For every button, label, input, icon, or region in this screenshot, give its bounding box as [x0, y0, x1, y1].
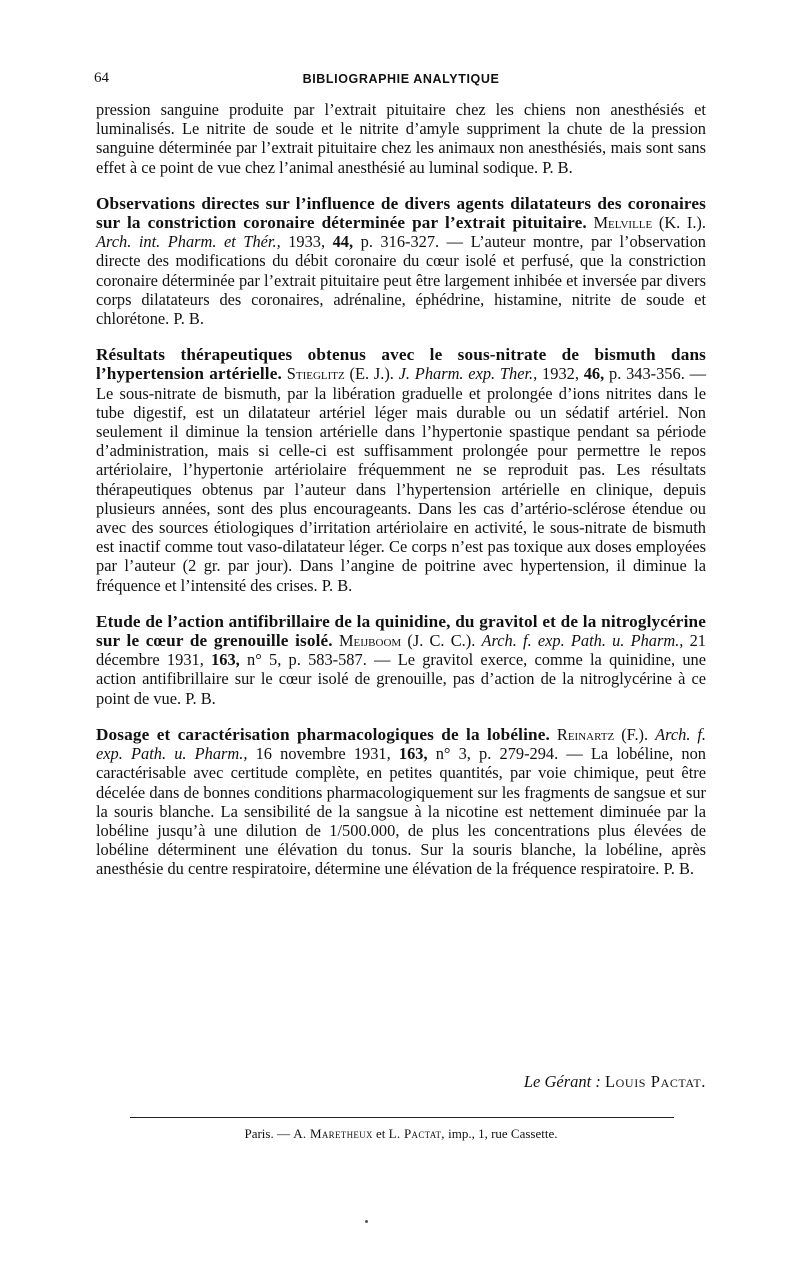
entry-author: Reinartz: [556, 724, 615, 744]
footer-printer-1: A. Maretheux: [293, 1126, 373, 1141]
entry-3: [96, 612, 706, 708]
footer-address: imp., 1, rue Cassette.: [448, 1126, 558, 1141]
entry-pages: n° 3, p. 279-294. —: [435, 744, 583, 764]
entry-signature: P. B.: [185, 688, 216, 708]
footer-printer-2: L. Pactat,: [388, 1126, 445, 1141]
entry-pages: n° 5, p. 583-587. —: [247, 650, 391, 670]
entry-title: Dosage et caractérisation pharmacologiques de la lobéline.: [96, 724, 550, 744]
entry-abstract: La lobéline, non caractérisable avec certitude complète, en petites quantités, par voie chimique, peut être décelée dans de bonnes conditions pharmacologiquement sur les fragments de sangsue et sur la souris blanche. La sensibilité de la sangsue à la nicotine est nettement diminuée par la lobéline jusqu’à une dilution de 1/500.000, de plus les concentrations plus élevées de lobéline déterminent une élévation du tonus. Sur la souris blanche, la lobéline, après anesthésie du centre respiratoire, détermine une élévation de la fréquence respiratoire.: [96, 744, 706, 879]
entry-volume: 46,: [583, 364, 605, 384]
intro-text: pression sanguine produite par l’extrait pituitaire chez les chiens non anesthésiés et luminalisés. Le nitrite de soude et le nitrite d’amyle suppriment la chute de la pression sanguine déterminée par l’extrait pituitaire chez les animaux non anesthésiés, mais sont sans effet à ce point de vue chez l’animal anesthésié au luminal sodique.: [96, 100, 706, 177]
entry-2: [96, 345, 706, 595]
running-title: BIBLIOGRAPHIE ANALYTIQUE: [302, 72, 500, 86]
printer-footer: [96, 1126, 706, 1142]
entry-abstract: Le gravitol exerce, comme la quinidine, une action antifibrillaire sur le cœur isolé de grenouille, pas d’action de la nitroglycérine à ce point de vue.: [96, 650, 706, 708]
intro-signature: P. B.: [542, 157, 573, 177]
footer-divider: [130, 1117, 674, 1118]
intro-paragraph: [96, 100, 706, 177]
ink-speck: [365, 1220, 368, 1223]
entry-year: 1932,: [542, 364, 579, 384]
entry-journal: Arch. int. Pharm. et Thér.,: [96, 232, 281, 252]
gerant-name: Louis Pactat.: [604, 1072, 706, 1091]
entry-author: Melville: [593, 213, 653, 233]
entry-author: Stieglitz: [286, 364, 345, 384]
entry-volume: 163,: [211, 650, 240, 670]
entry-pages: p. 316-327. —: [360, 232, 464, 252]
entry-journal: J. Pharm. exp. Ther.,: [398, 364, 538, 384]
entry-title: Observations directes sur l’influence de divers agents dilatateurs des coronaires sur la constriction coronaire déterminée par l’extrait pituitaire.: [96, 193, 706, 233]
page-header: [96, 70, 706, 92]
entry-year: 1933,: [288, 232, 326, 252]
entry-title: Etude de l’action antifibrillaire de la quinidine, du gravitol et de la nitroglycérine sur le cœur de grenouille isolé.: [96, 611, 706, 651]
entry-pages: p. 343-356. —: [609, 364, 706, 384]
page-number: 64: [94, 70, 109, 86]
gerant-label: Le Gérant :: [523, 1072, 601, 1091]
entry-initials: (J. C. C.).: [407, 631, 476, 651]
footer-city: Paris. —: [244, 1126, 290, 1141]
entry-1: [96, 194, 706, 328]
entry-4: [96, 725, 706, 879]
footer-conj: et: [376, 1126, 386, 1141]
entry-initials: (K. I.).: [658, 213, 706, 233]
entry-year: 21 décembre 1931,: [96, 631, 706, 670]
entry-signature: P. B.: [321, 575, 353, 595]
entry-author: Meijboom: [338, 631, 402, 651]
entry-abstract: L’auteur montre, par l’observation directe des modifications du débit coronaire du cœur isolé et perfusé, que la constriction coronaire déterminée par l’extrait pituitaire peut être largement inhibée et inversée par divers corps dilatateurs des coronaires, adrénaline, éphédrine, histamine, nitrite de soude et chlorétone.: [96, 232, 706, 329]
page: [94, 70, 707, 1141]
entry-initials: (F.).: [621, 724, 649, 744]
entry-initials: (E. J.).: [349, 364, 394, 384]
entry-journal: Arch. f. exp. Path. u. Pharm.,: [96, 724, 707, 764]
entry-title: Résultats thérapeutiques obtenus avec le sous-nitrate de bismuth dans l’hypertension artérielle.: [96, 345, 706, 384]
entry-signature: P. B.: [173, 309, 204, 329]
entry-volume: 44,: [332, 232, 354, 252]
gerant-line: [524, 1072, 706, 1092]
entry-journal: Arch. f. exp. Path. u. Pharm.,: [481, 631, 684, 651]
entry-signature: P. B.: [663, 859, 695, 879]
entry-abstract: Le sous-nitrate de bismuth, par la libération graduelle et prolongée d’ions nitrites dans le tube digestif, est un dilatateur artériel léger mais durable ou un sédatif artériel. Non seulement il diminue la tension artérielle dans l’hypertonie spastique pendant sa période d’administration, mais si celle-ci est suffisamment prolongée pour permettre le repos artériolaire, l’hypertonie artériolaire fréquemment ne se reproduit pas. Les résultats thérapeutiques obtenus par l’auteur dans l’hypertension artérielle en clinique, depuis plusieurs années, sont des plus encourageants. Dans les cas d’artério-sclérose étendue ou avec des sources étiologiques d’irritation artériolaire en activité, le sous-nitrate de bismuth est inactif comme tout vaso-dilatateur léger. Ce corps n’est pas toxique aux doses employées par l’auteur (2 gr. par jour). Dans l’angine de poitrine avec hypertension, il diminue la fréquence et l’intensité des crises.: [96, 383, 706, 595]
entry-year: 16 novembre 1931,: [255, 744, 391, 764]
entry-volume: 163,: [398, 744, 428, 764]
